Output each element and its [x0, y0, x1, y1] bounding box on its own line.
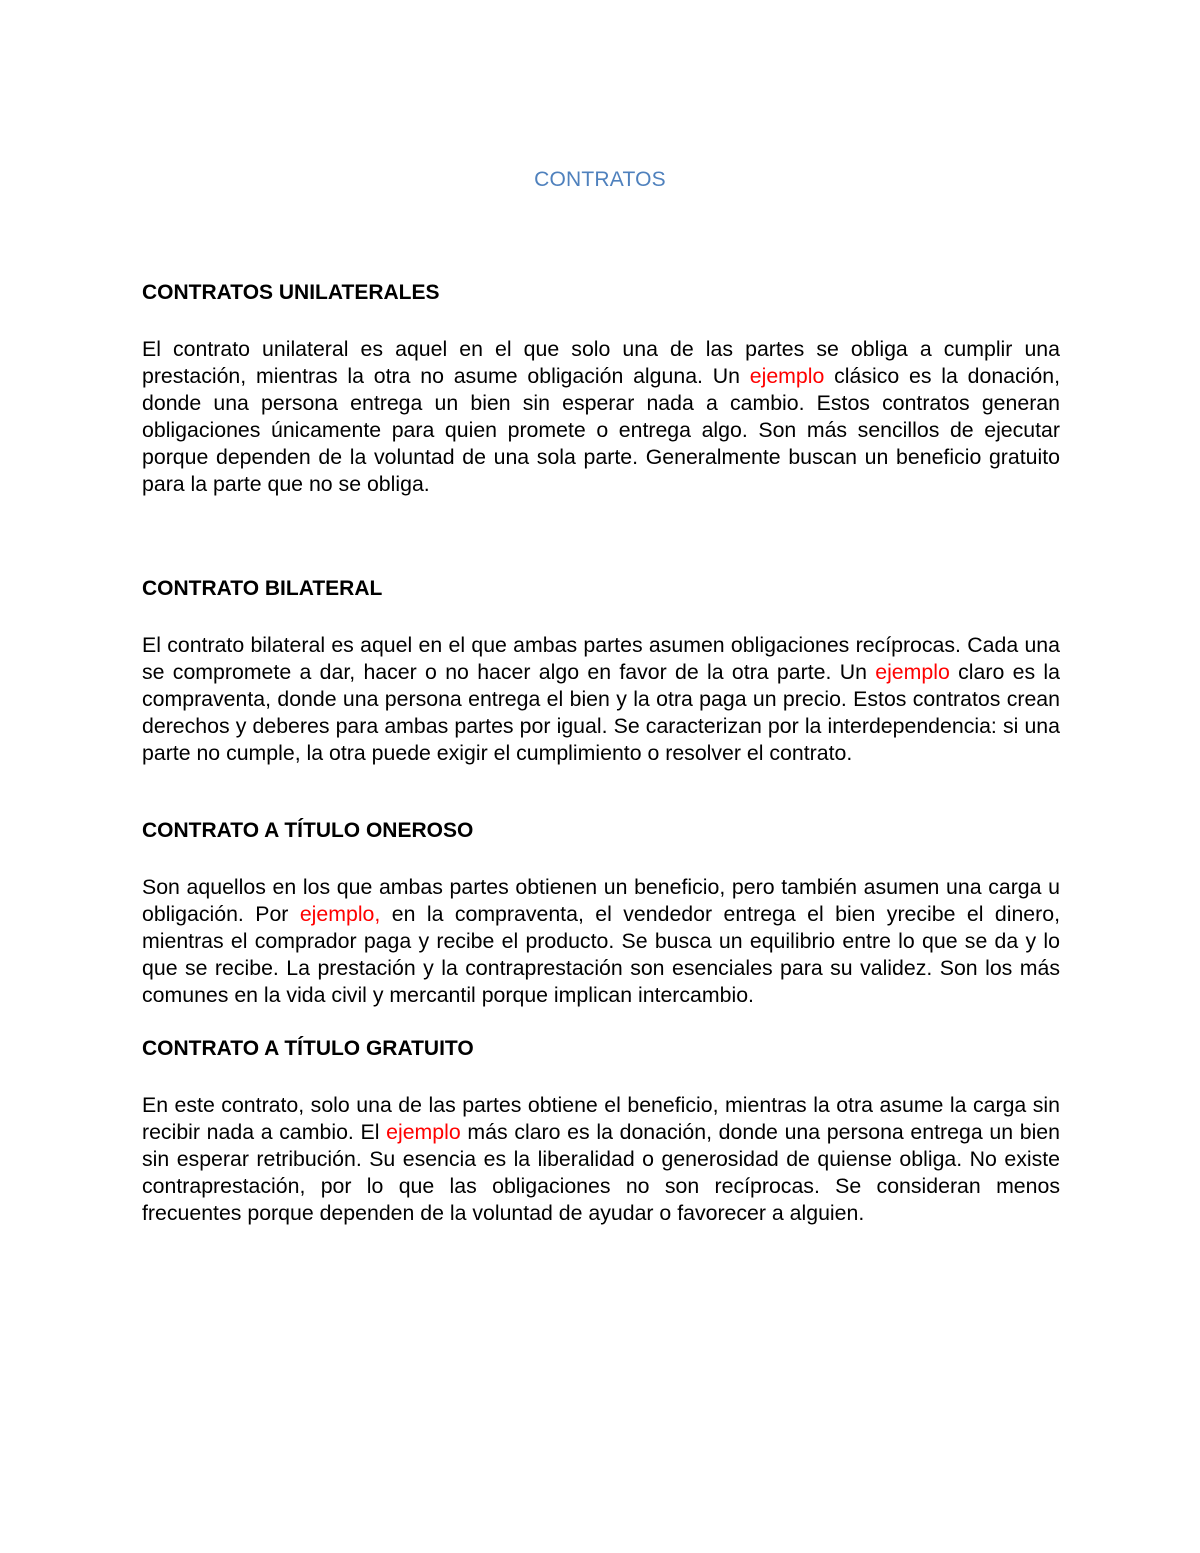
section-paragraph: [142, 874, 1060, 1009]
highlighted-word: ejemplo: [875, 660, 950, 684]
section-heading: CONTRATO A TÍTULO ONEROSO: [142, 819, 474, 842]
paragraph-text: clásico es la donación, donde una persona entrega un bien sin esperar nada a cambio. Estos contratos generan obligaciones únicamente para quien promete o entrega algo. Son más sencillos de ejecutar porque dependen de la voluntad de una sola parte. Generalmente buscan un beneficio gratuito para la parte que no se obliga.: [142, 364, 1060, 496]
highlighted-word: ejemplo,: [299, 902, 381, 926]
section-contrato-titulo-gratuito: [142, 1035, 1060, 1227]
highlighted-word: ejemplo: [386, 1120, 461, 1144]
highlighted-word: ejemplo: [749, 364, 825, 388]
paragraph-text: Son aquellos en los que ambas partes obtienen un beneficio, pero también asumen una carga u obligación. Por: [142, 875, 1060, 926]
section-contrato-titulo-oneroso: [142, 817, 1060, 1009]
section-paragraph: [142, 336, 1060, 498]
paragraph-text: En este contrato, solo una de las partes obtiene el beneficio, mientras la otra asume la carga sin recibir nada a cambio. El: [142, 1093, 1060, 1144]
section-heading: CONTRATO BILATERAL: [142, 577, 383, 600]
paragraph-text: claro es la compraventa, donde una persona entrega el bien y la otra paga un precio. Estos contratos crean derechos y deberes para ambas partes por igual. Se caracterizan por la interdependencia: si una parte no cumple, la otra puede exigir el cumplimiento o resolver el contrato.: [142, 660, 1060, 765]
section-contrato-bilateral: [142, 575, 1060, 767]
section-paragraph: [142, 1092, 1060, 1227]
document-title: CONTRATOS: [534, 168, 666, 191]
paragraph-text: El contrato unilateral es aquel en el que solo una de las partes se obliga a cumplir una prestación, mientras la otra no asume obligación alguna. Un: [142, 337, 1060, 388]
section-paragraph: [142, 632, 1060, 767]
paragraph-text: en la compraventa, el vendedor entrega el bien yrecibe el dinero, mientras el comprador paga y recibe el producto. Se busca un equilibrio entre lo que se da y lo que se recibe. La prestación y la contraprestación son esenciales para su validez. Son los más comunes en la vida civil y mercantil porque implican intercambio.: [142, 902, 1060, 1007]
section-heading: CONTRATO A TÍTULO GRATUITO: [142, 1037, 474, 1060]
paragraph-text: El contrato bilateral es aquel en el que ambas partes asumen obligaciones recíprocas. Cada una se compromete a dar, hacer o no hacer algo en favor de la otra parte. Un: [142, 633, 1060, 684]
section-contratos-unilaterales: [142, 279, 1060, 498]
paragraph-text: más claro es la donación, donde una persona entrega un bien sin esperar retribución. Su esencia es la liberalidad o generosidad de quiense obliga. No existe contraprestación, por lo que las obligaciones no son recíprocas. Se consideran menos frecuentes porque dependen de la voluntad de ayudar o favorecer a alguien.: [142, 1120, 1060, 1225]
section-heading: CONTRATOS UNILATERALES: [142, 281, 440, 304]
